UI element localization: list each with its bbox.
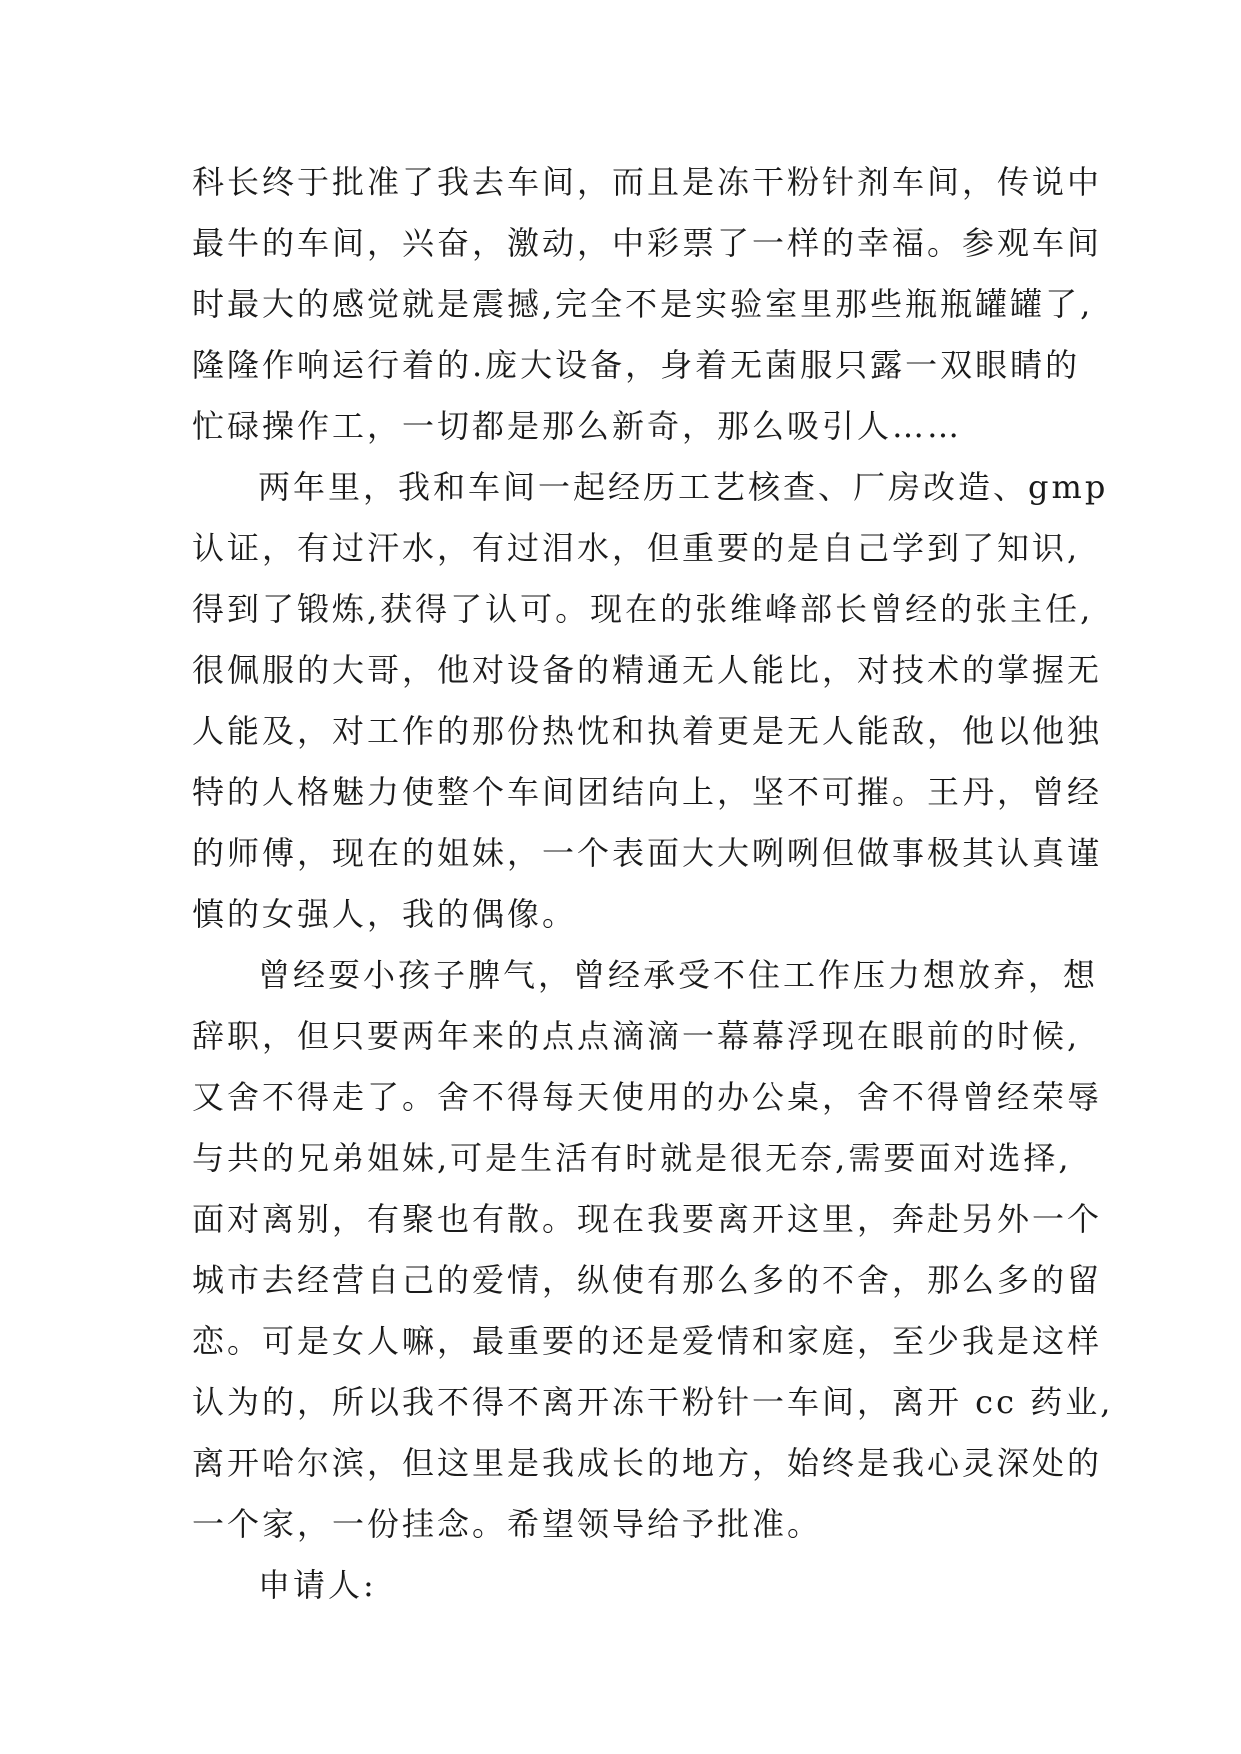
text-line: 最牛的车间，兴奋，激动，中彩票了一样的幸福。参观车间 — [192, 224, 1103, 262]
text-line: 与共的兄弟姐妹,可是生活有时就是很无奈,需要面对选择, — [192, 1139, 1072, 1177]
text-line: 很佩服的大哥，他对设备的精通无人能比，对技术的掌握无 — [192, 651, 1103, 689]
text-line: 认证，有过汗水，有过泪水，但重要的是自己学到了知识, — [192, 529, 1081, 567]
text-line: 城市去经营自己的爱情，纵使有那么多的不舍，那么多的留 — [192, 1261, 1103, 1299]
text-line: 面对离别，有聚也有散。现在我要离开这里，奔赴另外一个 — [192, 1200, 1103, 1238]
paragraph-start-line: 曾经耍小孩子脾气，曾经承受不住工作压力想放弃，想 — [258, 956, 1099, 994]
text-line: 又舍不得走了。舍不得每天使用的办公桌，舍不得曾经荣辱 — [192, 1078, 1103, 1116]
paragraph-start-line: 两年里，我和车间一起经历工艺核查、厂房改造、gmp — [258, 468, 1109, 506]
text-line: 忙碌操作工，一切都是那么新奇，那么吸引人…… — [192, 407, 963, 445]
text-line: 得到了锻炼,获得了认可。现在的张维峰部长曾经的张主任, — [192, 590, 1094, 628]
text-line: 一个家，一份挂念。希望领导给予批准。 — [192, 1505, 823, 1543]
text-line: 认为的，所以我不得不离开冻干粉针一车间，离开 cc 药业, — [192, 1383, 1114, 1421]
text-line: 的师傅，现在的姐妹，一个表面大大咧咧但做事极其认真谨 — [192, 834, 1103, 872]
text-line: 恋。可是女人嘛，最重要的还是爱情和家庭，至少我是这样 — [192, 1322, 1103, 1360]
applicant-label: 申请人: — [258, 1566, 377, 1604]
text-line: 慎的女强人，我的偶像。 — [192, 895, 578, 933]
text-line: 时最大的感觉就是震撼,完全不是实验室里那些瓶瓶罐罐了, — [192, 285, 1094, 323]
text-line: 隆隆作响运行着的.庞大设备，身着无菌服只露一双眼睛的 — [192, 346, 1081, 384]
text-line: 特的人格魅力使整个车间团结向上，坚不可摧。王丹，曾经 — [192, 773, 1103, 811]
text-line: 科长终于批准了我去车间，而且是冻干粉针剂车间，传说中 — [192, 163, 1103, 201]
text-line: 离开哈尔滨，但这里是我成长的地方，始终是我心灵深处的 — [192, 1444, 1103, 1482]
text-line: 人能及，对工作的那份热忱和执着更是无人能敌，他以他独 — [192, 712, 1103, 750]
text-line: 辞职，但只要两年来的点点滴滴一幕幕浮现在眼前的时候, — [192, 1017, 1081, 1055]
letter-body — [192, 152, 1114, 1616]
